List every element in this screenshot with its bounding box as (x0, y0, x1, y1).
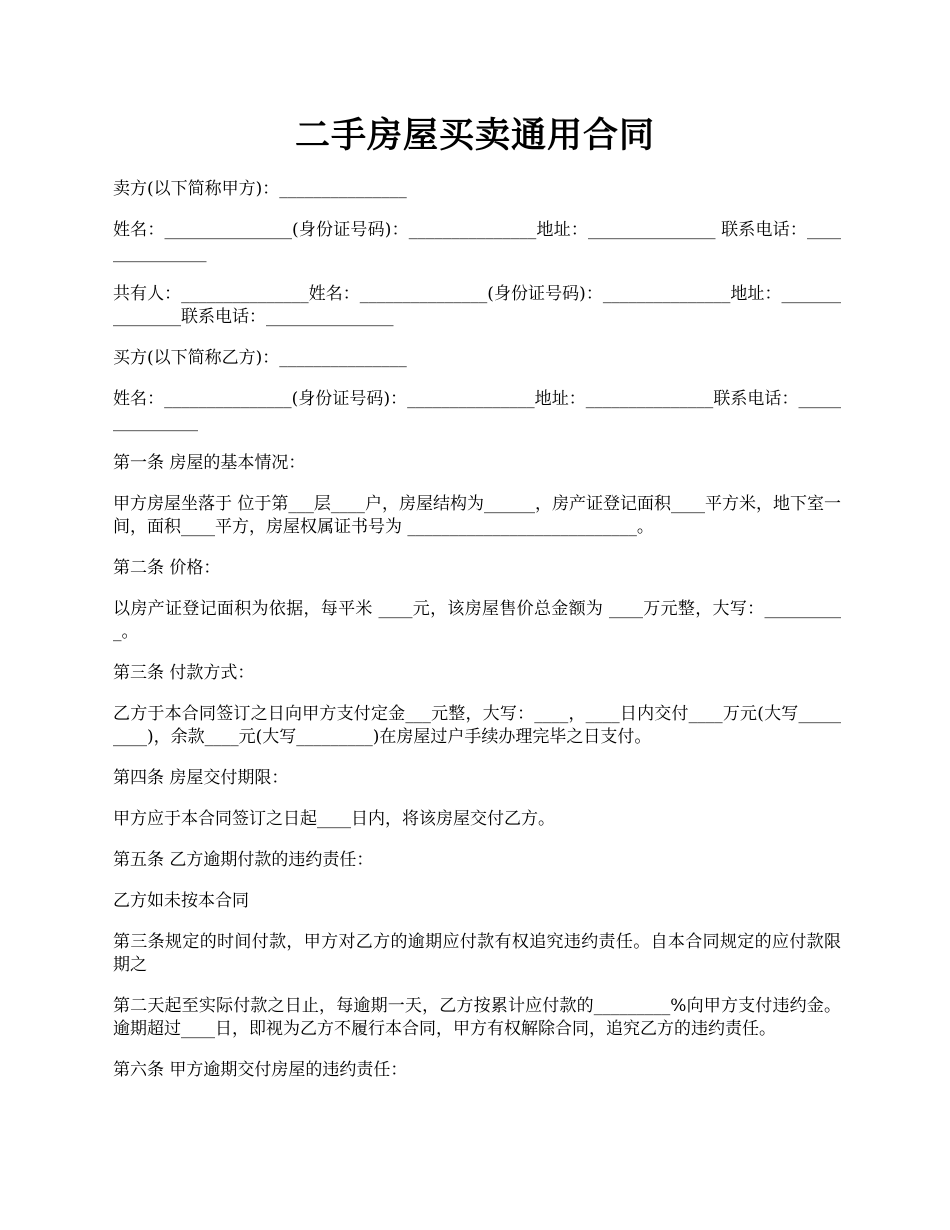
co-owner-details: 共有人：_______________姓名：_______________(身份证号码)：_______________地址：_______________联系电话：_______________ (113, 284, 841, 327)
article-3-heading: 第三条 付款方式： (113, 663, 255, 683)
article-5-body-3: 第二天起至实际付款之日止，每逾期一天，乙方按累计应付款的_________%向甲方支付违约金。逾期超过____日，即视为乙方不履行本合同，甲方有权解除合同，追究乙方的违约责任。 (113, 996, 841, 1039)
article-5-heading: 第五条 乙方逾期付款的违约责任： (113, 850, 374, 870)
article-5-body-2: 第三条规定的时间付款，甲方对乙方的逾期应付款有权追究违约责任。自本合同规定的应付款限期之 (113, 932, 841, 975)
buyer-details: 姓名：_______________(身份证号码)：_______________地址：_______________联系电话：_______________ (113, 389, 841, 432)
article-1-heading: 第一条 房屋的基本情况： (113, 453, 306, 473)
seller-line: 卖方(以下简称甲方)：_______________ (113, 179, 407, 199)
article-5-body-1: 乙方如未按本合同 (113, 891, 249, 911)
buyer-line: 买方(以下简称乙方)：_______________ (113, 348, 407, 368)
article-1-body: 甲方房屋坐落于 位于第___层____户，房屋结构为______，房产证登记面积____平方米，地下室一间，面积____平方，房屋权属证书号为 ___________________________。 (113, 494, 841, 537)
article-2-body: 以房产证登记面积为依据，每平米 ____元，该房屋售价总金额为 ____万元整，大写：__________。 (113, 599, 841, 642)
article-4-body: 甲方应于本合同签订之日起____日内，将该房屋交付乙方。 (113, 809, 555, 829)
article-4-heading: 第四条 房屋交付期限： (113, 768, 289, 788)
document-body (113, 178, 841, 1100)
document-title: 二手房屋买卖通用合同 (294, 115, 655, 156)
article-6-heading: 第六条 甲方逾期交付房屋的违约责任： (113, 1060, 408, 1080)
seller-details: 姓名：_______________(身份证号码)：_______________地址：_______________ 联系电话：_______________ (113, 220, 841, 263)
article-2-heading: 第二条 价格： (113, 558, 221, 578)
article-3-body: 乙方于本合同签订之日向甲方支付定金___元整，大写：____，____日内交付____万元(大写_________)，余款____元(大写_________)在房屋过户手续办理完毕之日支付。 (113, 704, 841, 747)
